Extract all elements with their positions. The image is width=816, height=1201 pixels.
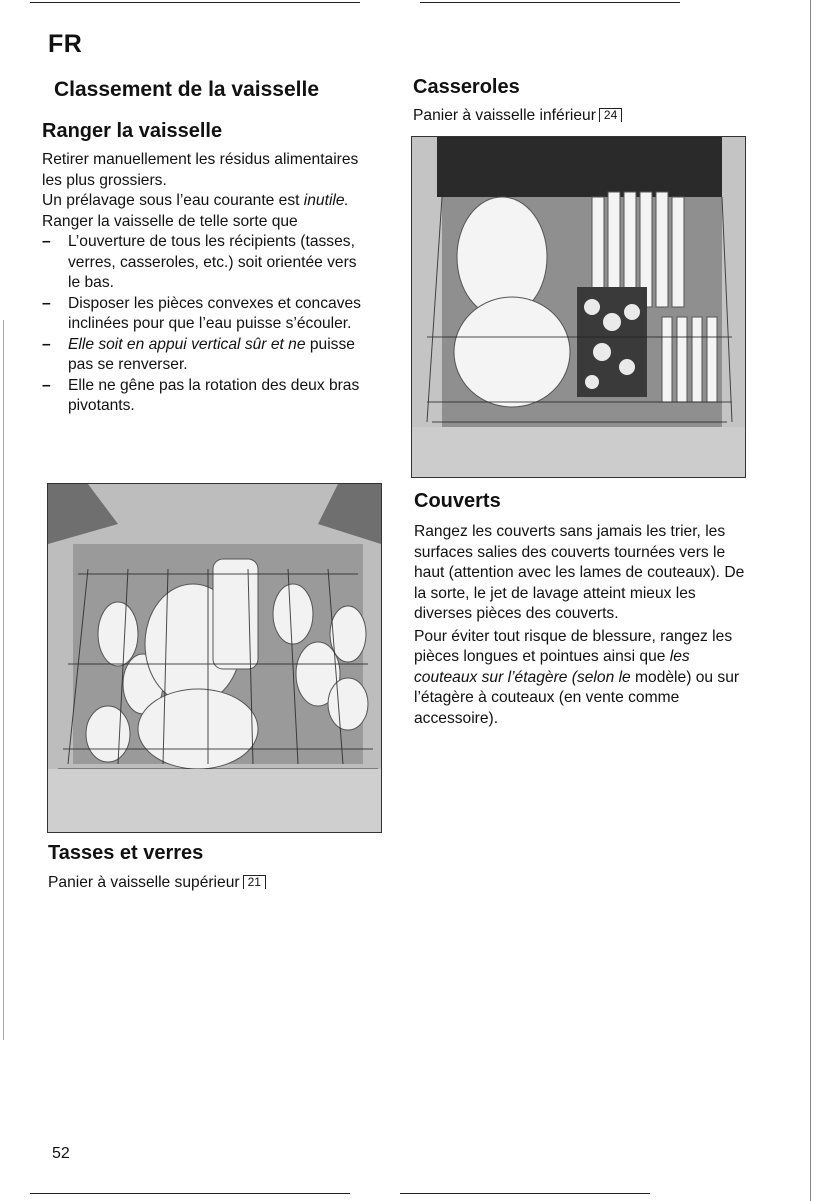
top-rule-left bbox=[30, 2, 360, 3]
couverts-para-2-end: modèle) ou sur l’étagère à couteaux (en vente comme accessoire). bbox=[414, 668, 740, 727]
bullet-text-1: L’ouverture de tous les récipients (tasses, verres, casseroles, etc.) soit orientée vers le bas. bbox=[68, 233, 357, 291]
lower-basket-photo bbox=[411, 136, 746, 478]
tasses-ref-badge: 21 bbox=[243, 875, 266, 889]
bottom-rule-left bbox=[30, 1193, 350, 1194]
couverts-para-2 bbox=[414, 627, 754, 730]
ranger-para-2-italic: inutile. bbox=[303, 192, 349, 209]
page-number: 52 bbox=[52, 1145, 70, 1162]
ranger-para-2-start: Un prélavage sous l’eau courante est bbox=[42, 192, 304, 209]
bullet-text-3-italic: Elle soit en appui vertical sûr et ne bbox=[68, 335, 306, 353]
ranger-text-block bbox=[42, 150, 367, 417]
casseroles-ref-badge: 24 bbox=[599, 108, 622, 122]
couverts-heading: Couverts bbox=[414, 490, 501, 512]
language-code: FR bbox=[48, 30, 83, 58]
couverts-para-2-start: Pour éviter tout risque de blessure, rangez les pièces longues et pointues ainsi que bbox=[414, 627, 733, 665]
bullet-dash: – bbox=[42, 376, 51, 394]
bullet-text-3-rest: puisse pas se renverser. bbox=[68, 335, 355, 373]
upper-basket-photo bbox=[47, 483, 382, 833]
ranger-heading: Ranger la vaisselle bbox=[42, 120, 223, 142]
ranger-para-3: Ranger la vaisselle de telle sorte que bbox=[42, 212, 298, 230]
bottom-rule-right bbox=[400, 1193, 650, 1194]
ranger-bullet-list bbox=[42, 232, 367, 417]
couverts-text-block bbox=[414, 522, 754, 729]
casseroles-basket-line bbox=[413, 106, 622, 127]
bullet-item-4 bbox=[42, 376, 367, 417]
bullet-dash: – bbox=[42, 233, 51, 250]
bullet-item-1 bbox=[42, 232, 367, 294]
couverts-para-1: Rangez les couverts sans jamais les trier, les surfaces salies des couverts tournées vers le haut (attention avec les lames de couteaux). De la sorte, le jet de lavage atteint mieux les diverses pièces des couverts. bbox=[414, 523, 745, 622]
bullet-item-2 bbox=[42, 294, 367, 335]
couverts-para-2-italic: les couteaux sur l’étagère (selon le bbox=[414, 648, 690, 686]
ranger-para-1: Retirer manuellement les résidus alimentaires les plus grossiers. bbox=[42, 151, 359, 189]
right-margin-line bbox=[810, 0, 811, 1201]
upper-basket-illustration bbox=[48, 484, 381, 832]
top-rule-right bbox=[420, 2, 680, 3]
lower-basket-illustration bbox=[412, 137, 745, 477]
section-title: Classement de la vaisselle bbox=[54, 78, 319, 101]
bullet-item-3 bbox=[42, 335, 367, 376]
ranger-para-2 bbox=[42, 191, 367, 212]
bullet-text-2: Disposer les pièces convexes et concaves inclinées pour que l’eau puisse s’écouler. bbox=[68, 294, 361, 332]
tasses-heading: Tasses et verres bbox=[48, 842, 204, 864]
tasses-basket-label: Panier à vaisselle supérieur bbox=[48, 874, 240, 891]
casseroles-basket-label: Panier à vaisselle inférieur bbox=[413, 107, 596, 124]
left-margin-line bbox=[3, 320, 4, 1040]
bullet-dash: – bbox=[42, 294, 51, 312]
bullet-dash: – bbox=[42, 335, 51, 353]
bullet-text-4: Elle ne gêne pas la rotation des deux bras pivotants. bbox=[68, 376, 360, 414]
casseroles-heading: Casseroles bbox=[413, 76, 520, 98]
tasses-basket-line bbox=[48, 873, 266, 894]
